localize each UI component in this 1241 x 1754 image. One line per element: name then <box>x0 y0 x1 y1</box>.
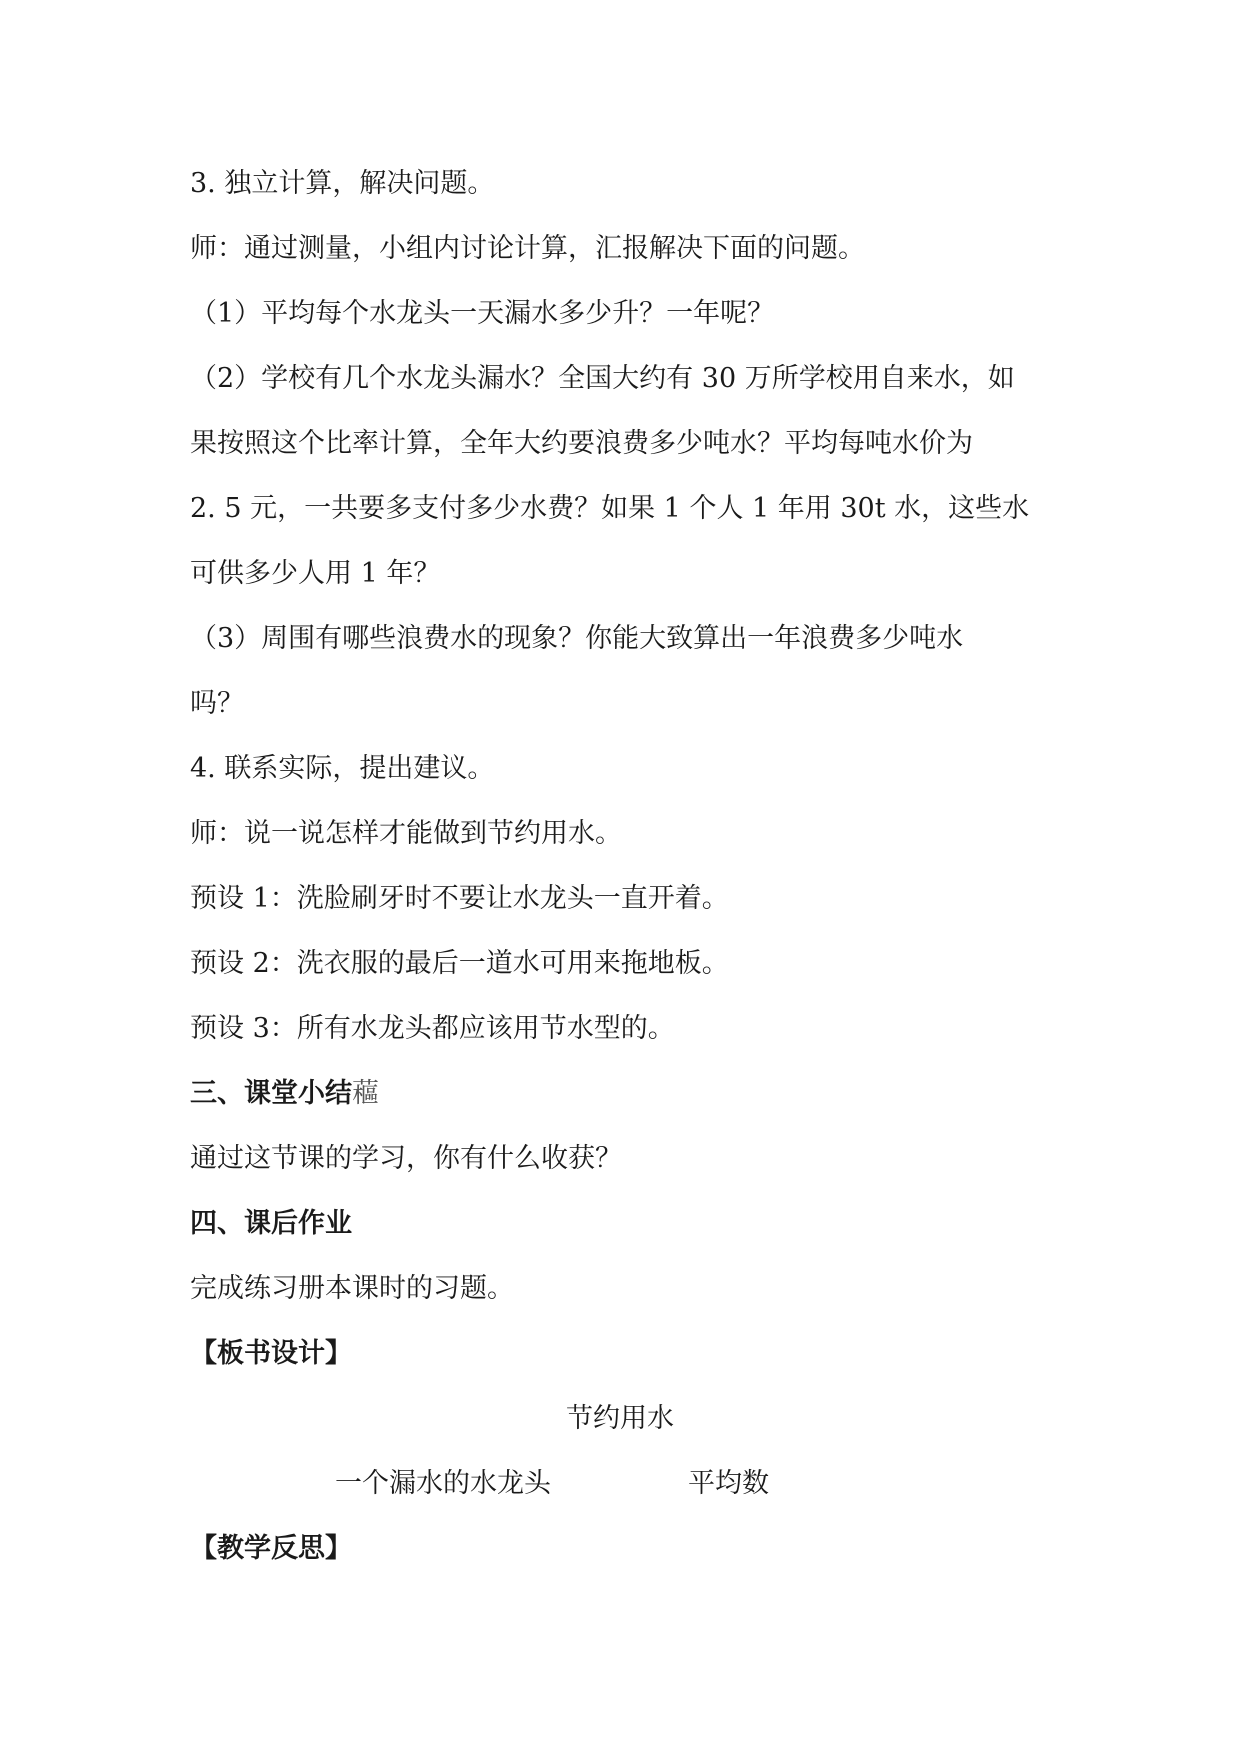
step-3-heading: 3. 独立计算，解决问题。 <box>190 168 495 199</box>
question-2-line-4: 可供多少人用 1 年？ <box>190 558 441 589</box>
preset-1: 预设 1：洗脸刷牙时不要让水龙头一直开着。 <box>190 883 729 914</box>
summary-question: 通过这节课的学习，你有什么收获？ <box>190 1143 622 1174</box>
question-3-line-1: （3）周围有哪些浪费水的现象？你能大致算出一年浪费多少吨水 <box>190 623 964 654</box>
board-design-heading: 【板书设计】 <box>190 1338 352 1369</box>
teacher-prompt: 师：说一说怎样才能做到节约用水。 <box>190 818 622 849</box>
reflection-heading: 【教学反思】 <box>190 1533 352 1564</box>
question-2-line-2: 果按照这个比率计算，全年大约要浪费多少吨水？平均每吨水价为 <box>190 428 973 459</box>
board-right-item: 平均数 <box>688 1468 769 1499</box>
section-4-heading: 四、课后作业 <box>190 1208 352 1239</box>
preset-3: 预设 3：所有水龙头都应该用节水型的。 <box>190 1013 675 1044</box>
question-1: （1）平均每个水龙头一天漏水多少升？一年呢？ <box>190 298 775 329</box>
section-3-title: 三、课堂小结 <box>190 1078 352 1109</box>
section-3-stray-char: 藲 <box>352 1078 379 1109</box>
board-left-item: 一个漏水的水龙头 <box>335 1468 551 1499</box>
preset-2: 预设 2：洗衣服的最后一道水可用来拖地板。 <box>190 948 729 979</box>
board-title: 节约用水 <box>566 1403 674 1434</box>
teacher-instruction: 师：通过测量，小组内讨论计算，汇报解决下面的问题。 <box>190 233 865 264</box>
section-3-heading <box>190 1074 1070 1114</box>
question-3-line-2: 吗？ <box>190 688 244 719</box>
step-4-heading: 4. 联系实际，提出建议。 <box>190 753 495 784</box>
question-2-line-3: 2. 5 元，一共要多支付多少水费？如果 1 个人 1 年用 30t 水，这些水 <box>190 493 1030 524</box>
question-2-line-1: （2）学校有几个水龙头漏水？全国大约有 30 万所学校用自来水，如 <box>190 363 1015 394</box>
homework-text: 完成练习册本课时的习题。 <box>190 1273 514 1304</box>
